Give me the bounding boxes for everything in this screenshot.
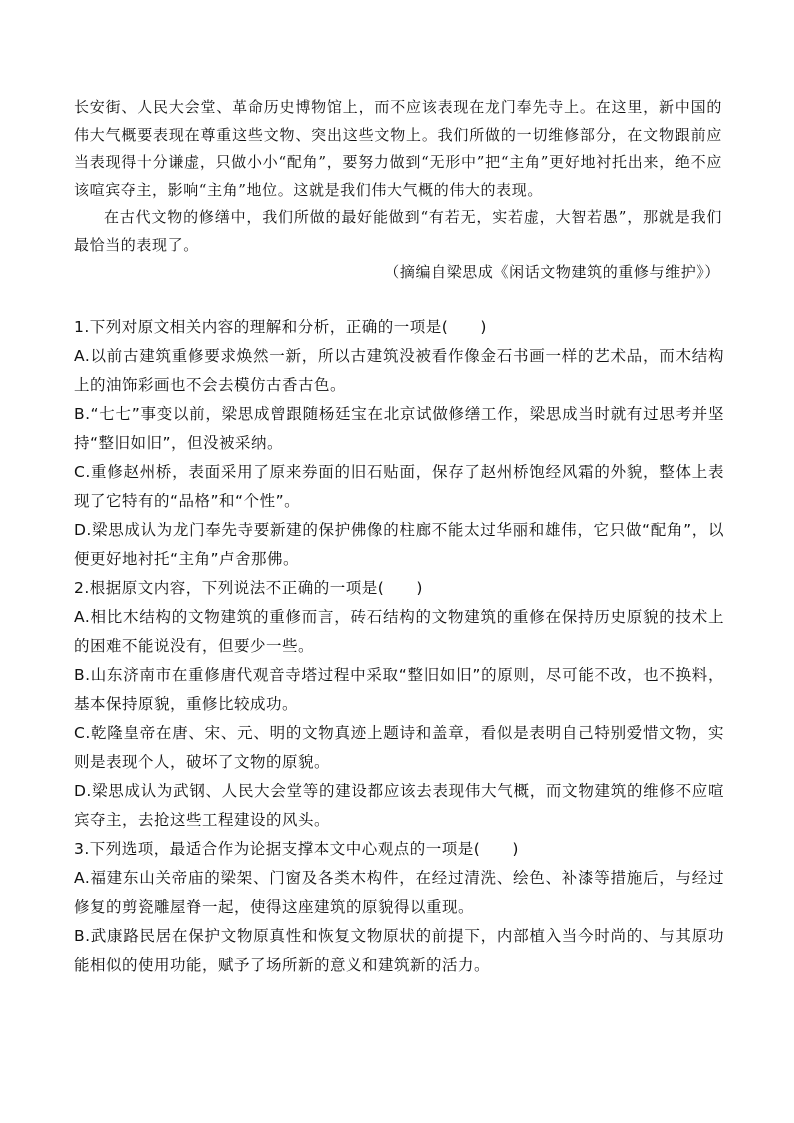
question-1 bbox=[74, 313, 724, 574]
question-list bbox=[74, 313, 724, 980]
passage-paragraph: 长安街、人民大会堂、革命历史博物馆上，而不应该表现在龙门奉先寺上。在这里，新中国的伟大气概要表现在尊重这些文物、突出这些文物上。我们所做的一切维修部分，在文物跟前应当表现得十分谦虚，只做小小“配角”，要努力做到“无形中”把“主角”更好地衬托出来，绝不应该喧宾夺主，影响“主角”地位。这就是我们伟大气概的伟大的表现。 bbox=[74, 98, 722, 199]
question-stem: 1.下列对原文相关内容的理解和分析，正确的一项是( ) bbox=[74, 318, 487, 336]
option-b: B.山东济南市在重修唐代观音寺塔过程中采取“整旧如旧”的原则，尽可能不改，也不换料，基本保持原貌，重修比较成功。 bbox=[74, 666, 724, 713]
option-c: C.重修赵州桥，表面采用了原来券面的旧石贴面，保存了赵州桥饱经风霜的外貌，整体上表现了它特有的“品格”和“个性”。 bbox=[74, 463, 724, 510]
option-b: B.武康路民居在保护文物原真性和恢复文物原状的前提下，内部植入当今时尚的、与其原功能相似的使用功能，赋予了场所新的意义和建筑新的活力。 bbox=[74, 927, 724, 974]
option-d: D.梁思成认为武钢、人民大会堂等的建设都应该去表现伟大气概，而文物建筑的维修不应喧宾夺主，去抢这些工程建设的风头。 bbox=[74, 782, 724, 829]
option-c: C.乾隆皇帝在唐、宋、元、明的文物真迹上题诗和盖章，看似是表明自己特别爱惜文物，实则是表现个人，破坏了文物的原貌。 bbox=[74, 724, 724, 771]
reading-passage bbox=[74, 94, 722, 287]
question-3 bbox=[74, 835, 724, 980]
option-a: A.福建东山关帝庙的梁架、门窗及各类木构件，在经过清洗、绘色、补漆等措施后，与经过修复的剪瓷雕屋脊一起，使得这座建筑的原貌得以重现。 bbox=[74, 869, 724, 916]
question-stem: 3.下列选项，最适合作为论据支撑本文中心观点的一项是( ) bbox=[74, 840, 519, 858]
option-a: A.以前古建筑重修要求焕然一新，所以古建筑没被看作像金石书画一样的艺术品，而木结构上的油饰彩画也不会去模仿古香古色。 bbox=[74, 347, 724, 394]
passage-paragraph: 在古代文物的修缮中，我们所做的最好能做到“有若无，实若虚，大智若愚”，那就是我们最恰当的表现了。 bbox=[74, 208, 722, 254]
option-d: D.梁思成认为龙门奉先寺要新建的保护佛像的柱廊不能太过华丽和雄伟，它只做“配角”，以便更好地衬托“主角”卢舍那佛。 bbox=[74, 521, 724, 568]
passage-source: （摘编自梁思成《闲话文物建筑的重修与维护》） bbox=[384, 263, 720, 281]
question-2 bbox=[74, 574, 724, 835]
question-stem: 2.根据原文内容，下列说法不正确的一项是( ) bbox=[74, 579, 423, 597]
option-b: B.“七七”事变以前，梁思成曾跟随杨廷宝在北京试做修缮工作，梁思成当时就有过思考并坚持“整旧如旧”，但没被采纳。 bbox=[74, 405, 724, 452]
option-a: A.相比木结构的文物建筑的重修而言，砖石结构的文物建筑的重修在保持历史原貌的技术上的困难不能说没有，但要少一些。 bbox=[74, 608, 724, 655]
